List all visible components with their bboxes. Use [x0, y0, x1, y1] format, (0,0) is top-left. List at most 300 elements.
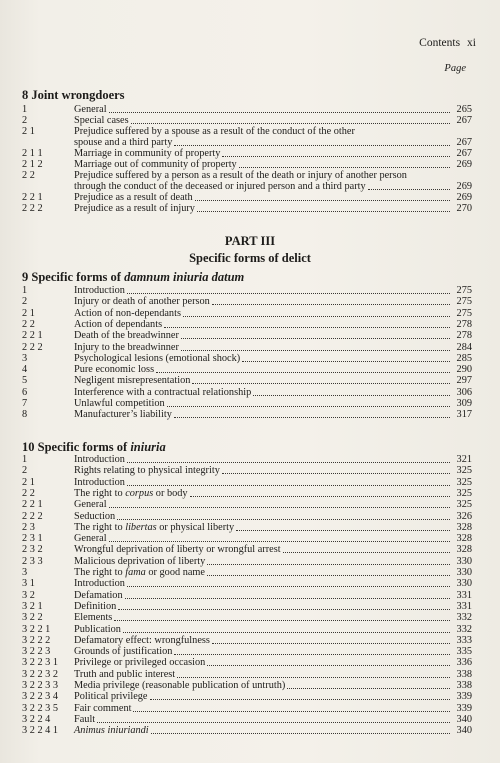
entry-number: 3 2 2: [22, 612, 43, 624]
entry-title-text: Elements: [74, 612, 113, 624]
dot-leader: [97, 714, 450, 723]
entry-number: 2: [22, 115, 28, 126]
entry-title: [74, 342, 181, 353]
dot-leader: [127, 285, 450, 294]
entry-title-text: General: [74, 533, 107, 545]
entry-title-line: [74, 624, 450, 635]
entry-number: 3: [22, 352, 28, 364]
entry-number: 3 1: [22, 578, 35, 590]
toc-entry[interactable]: [22, 634, 472, 646]
entry-number: 5: [22, 375, 28, 387]
entry-title: [74, 703, 133, 714]
entry-number: 8: [22, 409, 28, 421]
dot-leader: [212, 296, 450, 305]
entry-title: [74, 567, 207, 578]
entry-title: [74, 590, 125, 601]
chapter-8-heading: 8 Joint wrongdoers: [22, 88, 125, 102]
toc-entry[interactable]: [22, 578, 472, 590]
entry-title-line: [74, 499, 450, 510]
entry-title-line: [74, 578, 450, 589]
dot-leader: [125, 590, 450, 599]
entry-title-text: Marriage out of community of property: [74, 159, 237, 170]
entry-title: [74, 646, 174, 657]
toc-entry[interactable]: [22, 544, 472, 556]
toc-entry[interactable]: [22, 409, 472, 421]
entry-number: 3 2 2 1: [22, 623, 51, 635]
entry-page: 332: [456, 623, 472, 635]
entry-title-text: Prejudice as a result of injury: [74, 203, 195, 214]
entry-title-line: [74, 714, 450, 725]
dot-leader: [127, 454, 450, 463]
chapter-9-title-italic: damnum iniuria datum: [124, 270, 245, 284]
entry-number: 7: [22, 398, 28, 409]
entry-page: 269: [456, 181, 472, 192]
entry-title-line: [74, 319, 450, 330]
entry-page: 330: [456, 555, 472, 567]
entry-page: 340: [456, 725, 472, 737]
entry-title-line: [74, 330, 450, 341]
page-column-label: Page: [444, 63, 466, 74]
entry-number: 2 1 1: [22, 148, 43, 159]
entry-title-line: [74, 612, 450, 623]
dot-leader: [156, 364, 450, 373]
entry-title: [74, 657, 207, 668]
toc-entry[interactable]: [22, 555, 472, 567]
entry-page: 275: [456, 307, 472, 319]
dot-leader: [174, 646, 450, 655]
entry-page: 331: [456, 589, 472, 601]
toc-entry[interactable]: [22, 465, 472, 477]
entry-title: [74, 387, 253, 398]
entry-number: 1: [22, 285, 28, 296]
toc-entry[interactable]: [22, 285, 472, 296]
entry-number: 3 2 2 2: [22, 634, 51, 646]
entry-title-text: Action of dependants: [74, 318, 163, 330]
toc-entry[interactable]: [22, 510, 472, 522]
entry-title-line: [74, 398, 450, 409]
entry-title-line: [74, 148, 450, 159]
entry-page: 336: [456, 657, 472, 669]
entry-title: [74, 725, 151, 736]
dot-leader: [151, 725, 450, 734]
entry-title-text: Psychological lesions (emotional shock): [74, 352, 241, 364]
entry-title-line: [74, 342, 450, 353]
entry-title: [74, 353, 242, 364]
entry-title: [74, 578, 127, 589]
entry-title: [74, 170, 409, 181]
entry-page: 278: [456, 330, 472, 342]
entry-title-line: [74, 522, 450, 533]
entry-title-text: General: [74, 499, 107, 511]
entry-title-text: Action of non-dependants: [74, 307, 181, 319]
entry-title-line: [74, 353, 450, 364]
entry-title-line: [74, 115, 450, 126]
entry-title-line: [74, 488, 450, 499]
entry-page: 267: [456, 148, 472, 159]
entry-title-continued-text: through the conduct of the deceased or injured person and a third party: [74, 181, 366, 192]
entry-title-line: [74, 375, 450, 386]
entry-number: 3: [22, 567, 28, 578]
dot-leader: [118, 601, 450, 610]
dot-leader: [197, 203, 450, 212]
entry-number: 2 2 2: [22, 203, 43, 214]
dot-leader: [183, 308, 450, 317]
entry-number: 3 2 2 3 1: [22, 657, 59, 669]
chapter-10-heading: [22, 440, 166, 455]
entry-number: 2 2: [22, 170, 35, 181]
entry-page: 325: [456, 465, 472, 477]
entry-title-line: [74, 601, 450, 612]
entry-page: 330: [456, 578, 472, 590]
toc-entry[interactable]: [22, 148, 472, 159]
entry-page: 330: [456, 567, 472, 578]
toc-entry[interactable]: [22, 104, 472, 115]
entry-title-line: [74, 170, 450, 181]
toc-entry[interactable]: [22, 318, 472, 330]
entry-title: [74, 192, 195, 203]
entry-title-text: Introduction: [74, 476, 125, 488]
entry-page: 267: [456, 115, 472, 126]
entry-title: [74, 499, 109, 510]
entry-number: 2 2 1: [22, 192, 43, 203]
entry-number: 2 2 2: [22, 341, 43, 353]
entry-title: [74, 612, 114, 623]
entry-number: 3 2 2 3 2: [22, 668, 59, 680]
entry-title-italic: Animus iniuriandi: [74, 725, 149, 737]
dot-leader: [207, 556, 450, 565]
entry-page: 332: [456, 612, 472, 624]
toc-entry[interactable]: [22, 386, 472, 398]
entry-title: [74, 635, 212, 646]
toc-entry[interactable]: [22, 612, 472, 624]
entry-page: 325: [456, 487, 472, 499]
toc-entry[interactable]: [22, 170, 472, 192]
entry-page: 284: [456, 341, 472, 353]
entry-number: 2 1: [22, 307, 35, 319]
entry-page: 285: [456, 352, 472, 364]
entry-page: 267: [456, 137, 472, 148]
entry-title-line: [74, 285, 450, 296]
toc-entry[interactable]: [22, 600, 472, 612]
toc-entry[interactable]: [22, 375, 472, 387]
entry-title-line: [74, 192, 450, 203]
entry-title-line: [74, 544, 450, 555]
toc-entry[interactable]: [22, 499, 472, 511]
entry-title: [74, 203, 197, 214]
entry-page: 338: [456, 668, 472, 680]
entry-title-text: Introduction: [74, 578, 125, 590]
entry-title-text: Truth and public interest: [74, 668, 176, 680]
entry-number: 2 3 3: [22, 555, 43, 567]
entry-page: 265: [456, 104, 472, 115]
dot-leader: [236, 522, 450, 531]
entry-title: [74, 465, 222, 476]
toc-entry[interactable]: [22, 296, 472, 308]
entry-title: [74, 330, 181, 341]
dot-leader: [283, 544, 450, 553]
dot-leader: [109, 499, 450, 508]
dot-leader: [253, 387, 450, 396]
chapter-10-title-italic: iniuria: [130, 440, 166, 454]
entry-title-line: [74, 646, 450, 657]
entry-title: [74, 364, 156, 375]
entry-title-text: Defamation: [74, 589, 123, 601]
entry-title-line: [74, 725, 450, 736]
entry-title-text: Privilege or privileged occasion: [74, 657, 206, 669]
entry-title-line: [74, 409, 450, 420]
entry-title-line: [74, 533, 450, 544]
entry-title-text: Malicious deprivation of liberty: [74, 555, 206, 567]
toc-entry[interactable]: [22, 533, 472, 545]
dot-leader: [190, 488, 450, 497]
toc-entry[interactable]: [22, 521, 472, 533]
entry-number: 2 2 1: [22, 330, 43, 342]
dot-leader: [123, 624, 450, 633]
entry-page: 269: [456, 159, 472, 170]
entry-title-line: [74, 465, 450, 476]
dot-leader: [177, 669, 450, 678]
toc-entry[interactable]: [22, 352, 472, 364]
entry-title: [74, 511, 117, 522]
entry-title: [74, 126, 357, 137]
dot-leader: [222, 465, 450, 474]
entry-title-text: Fair comment: [74, 702, 132, 714]
entry-title-text: Grounds of justification: [74, 646, 173, 658]
entry-title: [74, 488, 190, 499]
entry-title-line: [74, 669, 450, 680]
entry-title-line: [74, 296, 450, 307]
entry-title-text: Defamatory effect: wrongfulness: [74, 634, 210, 646]
entry-title: [74, 296, 212, 307]
entry-title-text: Injury or death of another person: [74, 296, 210, 308]
entry-number: 2 2: [22, 318, 35, 330]
dot-leader: [222, 148, 450, 157]
toc-entry[interactable]: [22, 567, 472, 578]
entry-title: [74, 115, 131, 126]
entry-title-line: [74, 556, 450, 567]
entry-title: [74, 148, 222, 159]
entry-page: 325: [456, 499, 472, 511]
toc-entry[interactable]: [22, 702, 472, 714]
entry-title: [74, 454, 127, 465]
entry-page: 335: [456, 646, 472, 658]
entry-title: [74, 308, 183, 319]
entry-title-text: Interference with a contractual relationship: [74, 386, 252, 398]
entry-title-text: The right to: [74, 521, 126, 533]
entry-title-line: [74, 657, 450, 668]
entry-title: [74, 533, 109, 544]
toc-entry[interactable]: [22, 398, 472, 409]
entry-title-line: [74, 590, 450, 601]
toc-entry[interactable]: [22, 589, 472, 601]
entry-title: [74, 159, 239, 170]
entry-title-text: Prejudice as a result of death: [74, 192, 193, 203]
entry-page: 338: [456, 680, 472, 691]
entry-title-continued-text: spouse and a third party: [74, 137, 173, 148]
dot-leader: [368, 181, 450, 190]
dot-leader: [174, 137, 450, 146]
entry-page: 275: [456, 296, 472, 308]
toc-entry[interactable]: [22, 646, 472, 658]
toc-entry[interactable]: [22, 126, 472, 148]
dot-leader: [195, 192, 450, 201]
entry-number: 1: [22, 104, 28, 115]
entry-page: 340: [456, 713, 472, 725]
toc-entry[interactable]: [22, 668, 472, 680]
entry-title-text: Introduction: [74, 454, 125, 465]
entry-page: 278: [456, 318, 472, 330]
entry-title-italic: libertas: [125, 521, 157, 533]
entry-title-text: Injury to the breadwinner: [74, 341, 179, 353]
entry-title: [74, 398, 167, 409]
entry-title: [74, 669, 177, 680]
entry-title-text: Wrongful deprivation of liberty or wrongful arrest: [74, 544, 281, 556]
entry-title: [74, 601, 118, 612]
entry-title-text: General: [74, 104, 107, 115]
entry-title-text: Seduction: [74, 510, 116, 522]
entry-title-text: Manufacturer’s liability: [74, 409, 172, 421]
entry-title: [74, 104, 109, 115]
entry-title: [74, 477, 127, 488]
entry-number: 3 2 2 4: [22, 713, 51, 725]
entry-title-text: Pure economic loss: [74, 364, 155, 376]
entry-title-after: or body: [153, 487, 188, 499]
entry-title-text: Media privilege (reasonable publication of untruth): [74, 680, 286, 691]
entry-title-text: Negligent misrepresentation: [74, 375, 191, 387]
dot-leader: [181, 330, 450, 339]
dot-leader: [287, 680, 450, 689]
entry-number: 2 3 2: [22, 544, 43, 556]
toc-entry[interactable]: [22, 623, 472, 635]
toc-entry[interactable]: [22, 364, 472, 376]
entry-number: 3 2 2 3 4: [22, 691, 59, 703]
dot-leader: [174, 409, 450, 418]
chapter-10-title-prefix: 10 Specific forms of: [22, 440, 131, 454]
dot-leader: [127, 477, 450, 486]
toc-entry[interactable]: [22, 713, 472, 725]
dot-leader: [212, 635, 450, 644]
entry-title: [74, 691, 150, 702]
entry-title: [74, 714, 97, 725]
dot-leader: [207, 567, 450, 576]
entry-title-text: The right to: [74, 567, 126, 578]
part-title: Specific forms of delict: [189, 251, 311, 265]
toc-entry[interactable]: [22, 657, 472, 669]
entry-page: 306: [456, 386, 472, 398]
entry-number: 3 2 2 4 1: [22, 725, 59, 737]
dot-leader: [181, 342, 450, 351]
toc-entry[interactable]: [22, 307, 472, 319]
entry-title-line: [74, 567, 450, 578]
entry-title-text: Introduction: [74, 285, 125, 296]
entry-title-text: Prejudice suffered by a spouse as a result of the conduct of the other: [74, 126, 355, 137]
entry-page: 317: [456, 409, 472, 421]
entry-title-line: [74, 126, 450, 137]
entry-title-text: Special cases: [74, 115, 129, 126]
toc-entry[interactable]: [22, 192, 472, 203]
entry-page: 290: [456, 364, 472, 376]
entry-title-line: [74, 364, 450, 375]
dot-leader: [207, 657, 450, 666]
toc-entry[interactable]: [22, 680, 472, 691]
toc-entry[interactable]: [22, 691, 472, 703]
entry-title: [74, 409, 174, 420]
part-label: PART III: [224, 234, 276, 248]
toc-entry[interactable]: [22, 330, 472, 342]
entry-title-text: Death of the breadwinner: [74, 330, 179, 342]
entry-title-continued: [74, 137, 450, 148]
dot-leader: [150, 691, 451, 700]
entry-title-italic: corpus: [125, 487, 154, 499]
entry-number: 2 3: [22, 521, 35, 533]
entry-title-line: [74, 635, 450, 646]
toc-entry[interactable]: [22, 725, 472, 737]
toc-entry[interactable]: [22, 487, 472, 499]
entry-number: 2: [22, 296, 28, 308]
entry-number: 2 2: [22, 487, 35, 499]
dot-leader: [117, 511, 450, 520]
entry-page: 297: [456, 375, 472, 387]
entry-title-text: Fault: [74, 713, 96, 725]
chapter-9-title-prefix: 9 Specific forms of: [22, 270, 125, 284]
toc-entry[interactable]: [22, 115, 472, 126]
dot-leader: [242, 353, 450, 362]
toc-entry[interactable]: [22, 476, 472, 488]
entry-title-text: Definition: [74, 600, 117, 612]
entry-title-after: or good name: [145, 567, 206, 578]
header-title: Contents: [419, 37, 461, 49]
entry-title-line: [74, 691, 450, 702]
entry-page: 326: [456, 510, 472, 522]
entry-title-line: [74, 477, 450, 488]
entry-title-continued: [74, 181, 450, 192]
entry-title-line: [74, 511, 450, 522]
entry-number: 2: [22, 465, 28, 477]
dot-leader: [133, 703, 450, 712]
entry-title: [74, 522, 236, 533]
entry-page: 333: [456, 634, 472, 646]
entry-number: 2 1 2: [22, 159, 43, 170]
dot-leader: [167, 398, 450, 407]
entry-title: [74, 285, 127, 296]
entry-number: 3 2 2 3 3: [22, 680, 59, 691]
entry-title-line: [74, 159, 450, 170]
entry-number: 3 2 1: [22, 600, 43, 612]
entry-title-text: Prejudice suffered by a person as a result of the death or injury of another person: [74, 170, 407, 181]
dot-leader: [192, 375, 450, 384]
dot-leader: [114, 612, 450, 621]
entry-title-after: or physical liberty: [156, 521, 235, 533]
entry-title-line: [74, 454, 450, 465]
entry-title-text: Publication: [74, 623, 121, 635]
entry-title-text: Rights relating to physical integrity: [74, 465, 220, 477]
entry-page: 275: [456, 285, 472, 296]
toc-entry[interactable]: [22, 454, 472, 465]
toc-entry[interactable]: [22, 341, 472, 353]
dot-leader: [109, 104, 450, 113]
toc-entry[interactable]: [22, 159, 472, 170]
entry-title: [74, 624, 123, 635]
entry-number: 1: [22, 454, 28, 465]
chapter-9-heading: [22, 270, 244, 285]
entry-page: 321: [456, 454, 472, 465]
entry-page: 328: [456, 521, 472, 533]
toc-entry[interactable]: [22, 203, 472, 214]
entry-number: 6: [22, 386, 28, 398]
entry-page: 328: [456, 533, 472, 545]
dot-leader: [131, 115, 450, 124]
entry-page: 328: [456, 544, 472, 556]
